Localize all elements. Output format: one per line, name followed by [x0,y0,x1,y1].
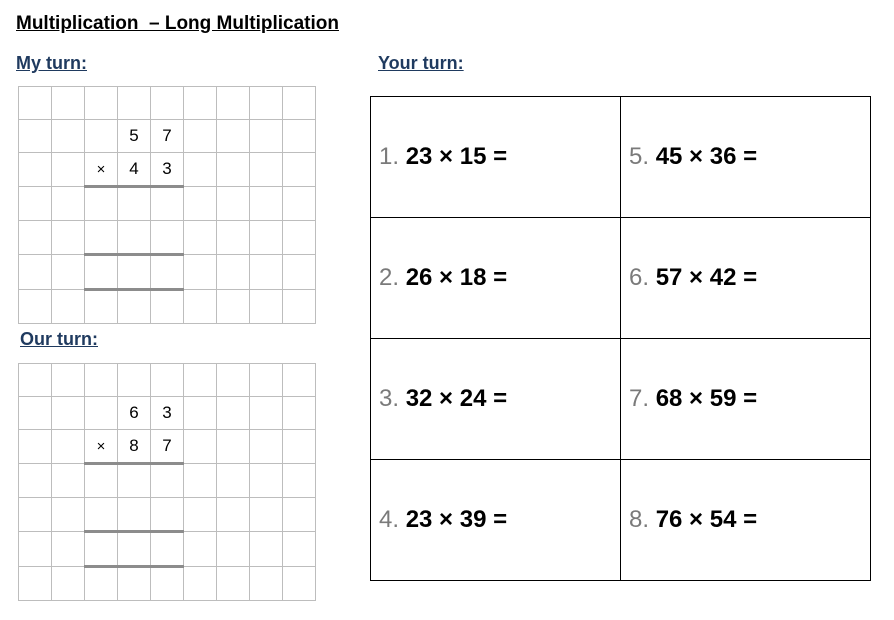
question-number: 8. [629,506,650,533]
question-row [371,97,871,218]
question-number: 6. [629,264,650,291]
your-turn-questions [370,96,871,581]
grid-row [19,397,316,430]
question-number: 2. [379,264,400,291]
grid-row [19,120,316,153]
question-cell [371,460,621,581]
question-expression: 76 × 54 = [655,506,758,533]
question-cell [621,339,871,460]
question-expression: 45 × 36 = [655,143,758,170]
our-turn-label: Our turn: [20,329,98,349]
digit-cell: 3 [151,397,184,430]
question-row [371,218,871,339]
question-number: 1. [379,143,400,170]
multiply-operator: × [85,430,118,464]
grid-row [19,87,316,120]
question-expression: 68 × 59 = [655,385,758,412]
my-turn-label: My turn: [16,53,87,73]
question-cell [371,218,621,339]
my-turn-grid [18,86,316,324]
question-cell [621,97,871,218]
question-expression: 23 × 39 = [405,506,508,533]
question-number: 7. [629,385,650,412]
question-number: 4. [379,506,400,533]
digit-cell: 5 [118,120,151,153]
question-cell [371,97,621,218]
grid-row [19,153,316,187]
question-number: 5. [629,143,650,170]
grid-row [19,498,316,532]
question-number: 3. [379,385,400,412]
question-cell [371,339,621,460]
question-cell [621,218,871,339]
our-turn-grid [18,363,316,601]
digit-cell: 3 [151,153,184,187]
question-cell [621,460,871,581]
question-expression: 23 × 15 = [405,143,508,170]
digit-cell: 6 [118,397,151,430]
multiply-operator: × [85,153,118,187]
grid-row [19,290,316,324]
question-expression: 26 × 18 = [405,264,508,291]
question-expression: 32 × 24 = [405,385,508,412]
grid-row [19,464,316,498]
question-expression: 57 × 42 = [655,264,758,291]
grid-row [19,187,316,221]
digit-cell: 7 [151,430,184,464]
digit-cell: 8 [118,430,151,464]
grid-row [19,532,316,567]
question-row [371,339,871,460]
your-turn-label: Your turn: [378,53,464,73]
grid-row [19,567,316,601]
grid-row [19,430,316,464]
page-title: Multiplication – Long Multiplication [16,13,339,34]
digit-cell: 7 [151,120,184,153]
grid-row [19,255,316,290]
grid-row [19,221,316,255]
question-row [371,460,871,581]
digit-cell: 4 [118,153,151,187]
grid-row [19,364,316,397]
